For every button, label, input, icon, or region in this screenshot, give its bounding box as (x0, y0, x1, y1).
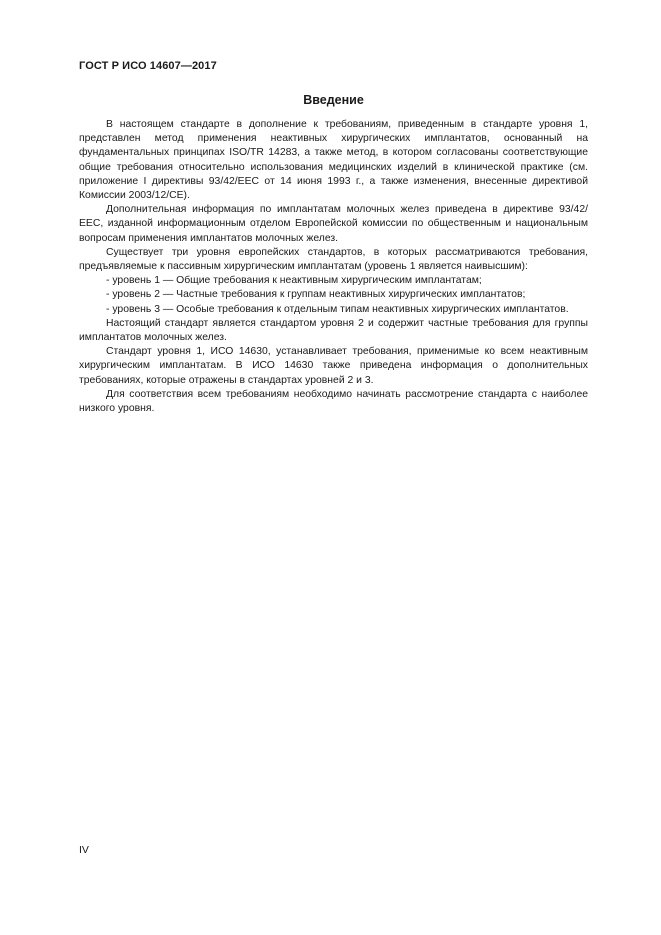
paragraph-intro: В настоящем стандарте в дополнение к требованиям, приведенным в стандарте уровня 1, представлен метод применения неактивных хирургических имплантатов, основанный на фундаментальных принципах ISO/TR 14283, а также метод, в котором согласованы соответствующие общие требования относительно использования медицинских изделий в клинической практике (см. приложение I директивы 93/42/EEC от 14 июня 1993 г., а также изменения, внесенные директивой Комиссии 2003/12/CE). (79, 119, 588, 202)
levels-list (79, 274, 588, 317)
paragraph-this-standard: Настоящий стандарт является стандартом уровня 2 и содержит частные требования для группы имплантатов молочных желез. (79, 317, 588, 344)
paragraph-compliance: Для соответствия всем требованиям необходимо начинать рассмотрение стандарта с наиболее низкого уровня. (79, 388, 588, 415)
paragraph-standard-levels: Существует три уровня европейских стандартов, в которых рассматриваются требования, предъявляемые к пассивным хирургическим имплантатам (уровень 1 является наивысшим): (79, 246, 588, 273)
body-text (79, 118, 588, 416)
document-header: ГОСТ Р ИСО 14607—2017 (79, 60, 217, 72)
list-item-level-2: - уровень 2 — Частные требования к группам неактивных хирургических имплантатов; (106, 289, 526, 301)
list-item-level-3: - уровень 3 — Особые требования к отдельным типам неактивных хирургических имплантатов. (106, 303, 569, 315)
paragraph-iso-14630: Стандарт уровня 1, ИСО 14630, устанавливает требования, применимые ко всем неактивным хирургическим имплантатам. В ИСО 14630 также приведена информация о дополнительных требованиях, которые отражены в стандартах уровней 2 и 3. (79, 346, 588, 386)
list-item-level-1: - уровень 1 — Общие требования к неактивным хирургическим имплантатам; (106, 275, 482, 287)
paragraph-breast-implants-info: Дополнительная информация по имплантатам молочных желез приведена в директиве 93/42/ EEC, изданной информационным отделом Европейской комиссии по общественным и национальным вопросам применения имплантатов молочных желез. (79, 204, 588, 244)
page-number: IV (79, 844, 89, 856)
section-heading: Введение (303, 93, 364, 107)
